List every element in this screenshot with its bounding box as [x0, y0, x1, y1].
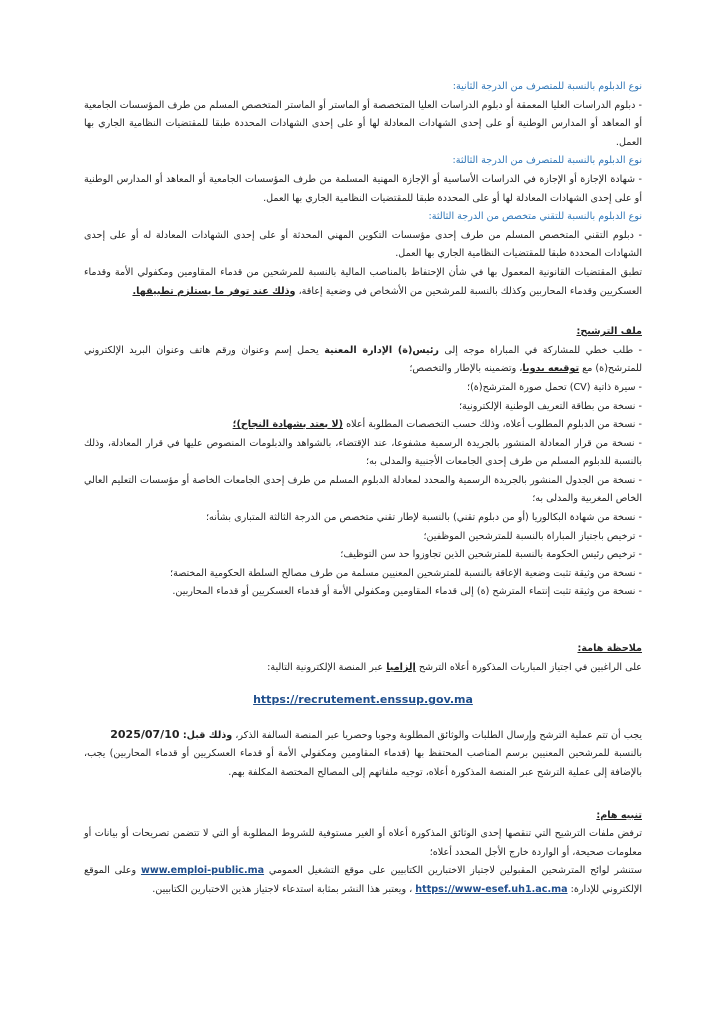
file-item: - نسخة من الجدول المنشور بالجريدة الرسمية والمحدد لمعادلة الدبلوم المسلم من طرف إحدى الجامعات الخاصة أو مؤسسات التعليم العالي الخاص المغربية والمدلى به؛ [84, 474, 642, 505]
deadline-label: وذلك قبل: [179, 729, 233, 741]
emploi-public-link[interactable]: www.emploi-public.ma [140, 865, 265, 877]
deadline-date: 2025/07/10 [110, 727, 180, 741]
request-text-2: يحمل إسم وعنوان ورقم هاتف وعنوان البريد الإلكتروني للمترشح(ة) مع [84, 344, 642, 375]
esef-link[interactable]: https://www-esef.uh1.ac.ma [415, 883, 568, 895]
grade3-admin-heading: نوع الدبلوم بالنسبة للمتصرف من الدرجة الثالثة: [452, 155, 642, 167]
file-item: - نسخة من بطاقة التعريف الوطنية الإلكترونية؛ [458, 400, 642, 412]
diploma-copy-text: - نسخة من الدبلوم المطلوب أعلاه، وذلك حسب التخصصات المطلوبة أعلاه [343, 419, 642, 431]
file-item-diploma [84, 416, 642, 435]
grade3-tech-heading: نوع الدبلوم بالنسبة للتقني متخصص من الدرجة الثالثة: [428, 211, 642, 223]
deadline-text: يجب أن تتم عملية الترشح وإرسال الطلبات والوثائق المطلوبة وجوبا وحصريا عبر المنصة السالفة الذكر، [232, 729, 642, 741]
file-heading: ملف الترشيح: [576, 326, 642, 338]
publish-text-1: ستنشر لوائح المترشحين المقبولين لاجتياز الاختبارين الكتابيين على موقع التشغيل العمومي [264, 865, 642, 877]
reserved-paragraph: بالنسبة للمرشحين المعنيين برسم المناصب المحتفظ بها (قدماء المقاومين ومكفولي الأمة أو قدماء العسكريين أو قدماء المحاربين) يجب، بالإضافة إلى عملية الترشح عبر المنصة المذكورة أعلاه، توجيه ملفاتهم إلى المصالح المختصة المكلفة بهم. [84, 748, 642, 778]
deadline-paragraph [84, 726, 642, 746]
recruitment-link[interactable]: https://recrutement.enssup.gov.ma [253, 693, 473, 707]
publish-text-2: وعلى الموقع الإلكتروني للإدارة: [84, 865, 642, 895]
warning-heading: تنبيه هام: [596, 809, 642, 821]
file-item: - نسخة من قرار المعادلة المنشور بالجريدة الرسمية مشفوعا، عند الإقتضاء، بالشواهد والدبلومات المنصوص عليها في قرار المعادلة، وذلك بالنسبة للدبلوم المسلم من طرف إحدى الجامعات الأجنبية والمدلى به؛ [84, 437, 642, 468]
file-item: - ترخيص رئيس الحكومة بالنسبة للمترشحين الذين تجاوزوا حد سن التوظيف؛ [340, 549, 642, 561]
publish-paragraph [84, 862, 642, 899]
legal-paragraph [84, 264, 642, 301]
reject-paragraph: ترفض ملفات الترشيح التي تنقصها إحدى الوثائق المذكورة أعلاه أو الغير مستوفية للشروط المطلوبة أو التي لا تتضمن تصريحات أو بيانات أو معلومات صحيحة، أو الواردة خارج الأجل المحدد أعلاه؛ [84, 828, 642, 858]
file-item: - نسخة من شهادة البكالوريا (أو من دبلوم تقني) بالنسبة لإطار تقني متخصص من الدرجة الثالثة المتبارى بشأنه؛ [206, 512, 642, 524]
note-text [84, 659, 642, 678]
note-text-2: عبر المنصة الإلكترونية التالية: [267, 661, 387, 673]
note-text-1: على الراغبين في اجتياز المباريات المذكورة أعلاه الترشح [415, 661, 642, 673]
grade3-admin-text: - شهادة الإجازة أو الإجازة في الدراسات الأساسية أو الإجازة المهنية المسلمة من طرف المؤسسات الجامعية أو المعاهد أو المدارس الوطنية أو على إحدى الشهادات المعادلة لها أو على المحددة طبقا للمقتضيات النظامية الجاري بها العمل. [84, 173, 642, 204]
diploma-copy-bold: (لا يعتد بشهادة النجاح)؛ [232, 419, 344, 431]
request-underlined: توقيعه يدويا [522, 363, 580, 375]
file-item: - نسخة من وثيقة تثبت وضعية الإعاقة بالنسبة للمترشحين المعنيين مسلمة من طرف مصالح السلطة الحكومية المختصة؛ [170, 567, 642, 579]
legal-underlined: وذلك عند توفر ما يستلزم تطبيقها. [132, 285, 296, 297]
grade2-admin-heading: نوع الدبلوم بالنسبة للمتصرف من الدرجة الثانية: [452, 81, 642, 92]
request-text: - طلب خطي للمشاركة في المباراة موجه إلى [438, 344, 643, 356]
note-bold: إلزاميا [386, 661, 416, 673]
file-item: - نسخة من وثيقة تثبت إنتماء المترشح (ة) إلى قدماء المقاومين ومكفولي الأمة أو قدماء العسكريين أو قدماء المحاربين. [172, 586, 642, 598]
request-text-3: ، وتضمينه بالإطار والتخصص؛ [409, 363, 523, 375]
document-page [84, 78, 642, 900]
grade3-tech-text: - دبلوم التقني المتخصص المسلم من طرف إحدى مؤسسات التكوين المهني المحدثة أو على إحدى الشهادات المعادلة له أو على إحدى الشهادات المحددة طبقا للمقتضيات النظامية الجاري بها العمل. [84, 229, 642, 260]
publish-text-3: ، ويعتبر هذا النشر بمثابة استدعاء لاجتياز هذين الاختبارين الكتابيين. [152, 883, 416, 895]
file-request [84, 342, 642, 379]
note-heading: ملاحظة هامة: [577, 643, 642, 655]
file-item: - سيرة ذاتية (CV) تحمل صورة المترشح(ة)؛ [467, 381, 642, 393]
file-item: - ترخيص باجتياز المباراة بالنسبة للمترشحين الموظفين؛ [423, 530, 642, 542]
grade2-admin-text: - دبلوم الدراسات العليا المعمقة أو دبلوم الدراسات العليا المتخصصة أو الماستر أو الماستر المتخصص المسلم من طرف المؤسسات الجامعية أو المعاهد أو المدارس الوطنية أو على إحدى الشهادات المعادلة لها أو على إحدى الشهادات المحددة طبقا للمقتضيات النظامية الجاري بها العمل. [84, 99, 642, 148]
request-bold: رئيس(ة) الإدارة المعنية [324, 344, 439, 356]
legal-text: تطبق المقتضيات القانونية المعمول بها في شأن الإحتفاظ بالمناصب المالية بالنسبة للمرشحين من قدماء المقاومين ومكفولي الأمة وقدماء العسكريين وقدماء المحاربين وكذلك بالنسبة للمرشحين من الأشخاص في وضعية إعاقة، [84, 266, 642, 297]
